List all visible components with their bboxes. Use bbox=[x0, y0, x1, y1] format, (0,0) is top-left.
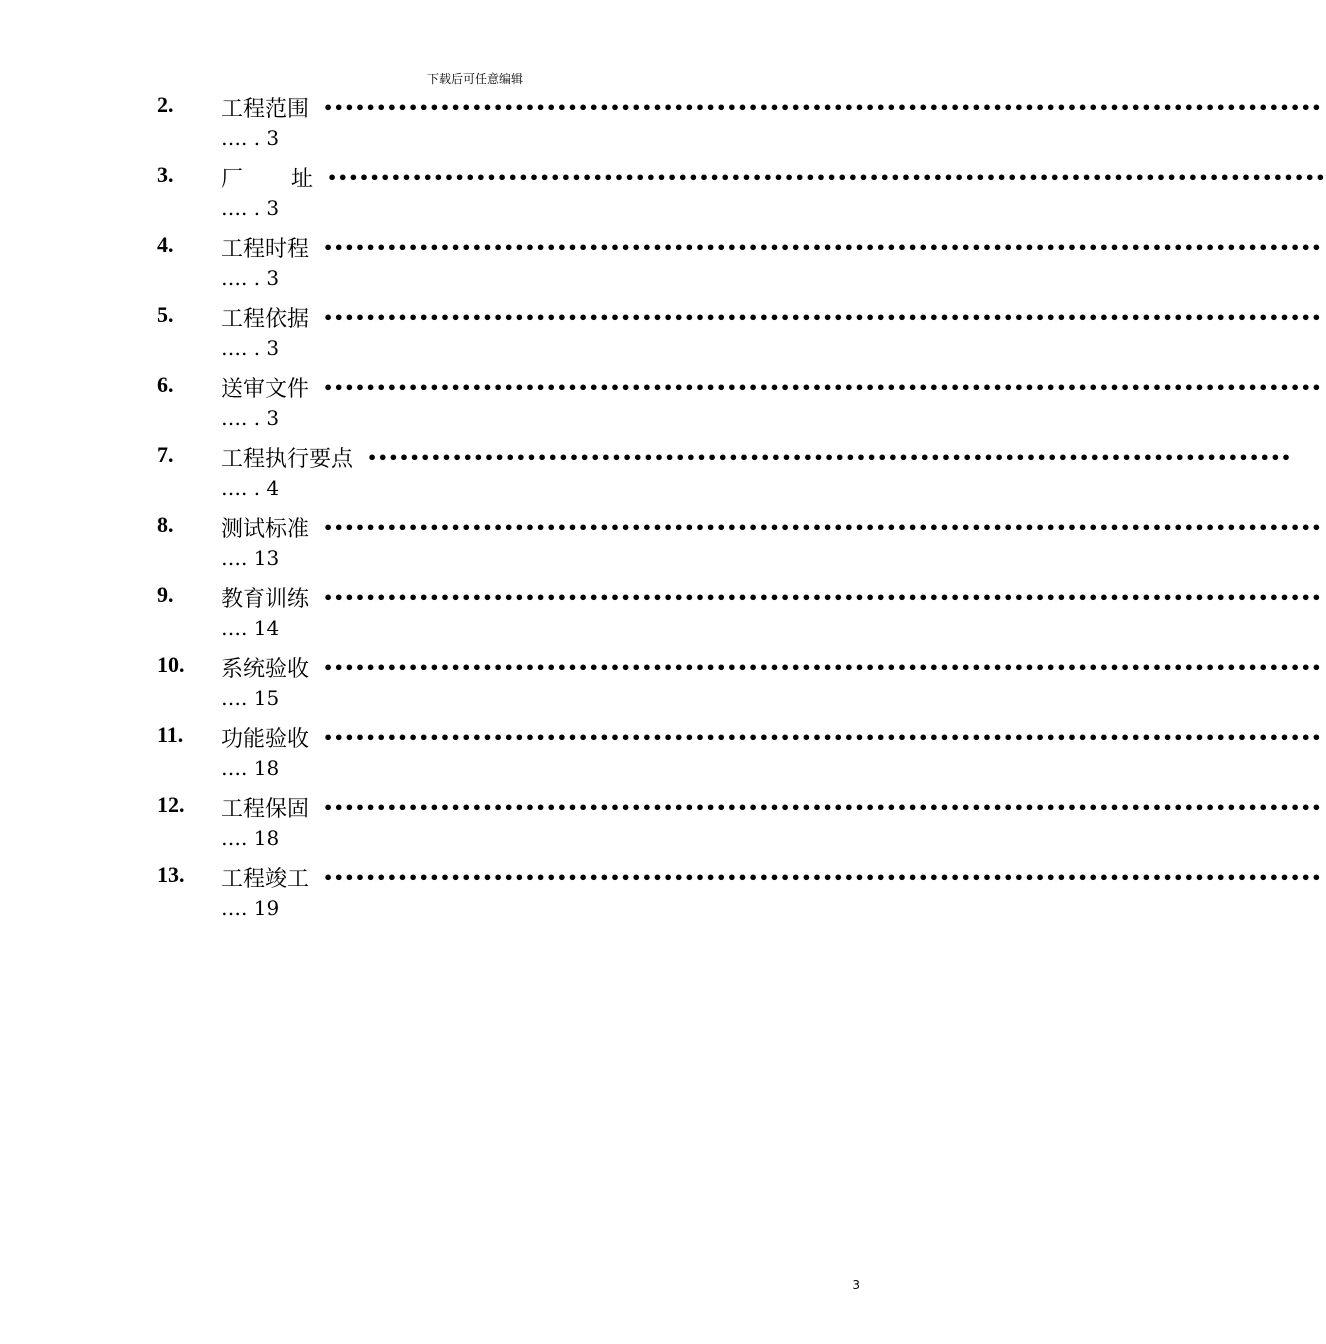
toc-dot-leader: •••••••••••••••••••••••••••••••••••••••••••••••••••••••••••••••••••••••••••••••••••••••••••••• bbox=[323, 658, 1322, 677]
toc-entry-number: 9. bbox=[157, 582, 174, 607]
toc-entry[interactable] bbox=[0, 578, 1322, 648]
toc-dot-leader: •••••••••••••••••••••••••••••••••••••••••••••••••••••••••••••••••••••••••••••••••••••••••••••• bbox=[323, 98, 1322, 117]
toc-dot-leader: •••••••••••••••••••••••••••••••••••••••••••••••••••••••••••••••••••••••••••••••••••••••••••••• bbox=[323, 588, 1322, 607]
toc-entry[interactable] bbox=[0, 648, 1322, 718]
toc-entry[interactable] bbox=[0, 88, 1322, 158]
toc-entry-page-ref: …. . 4 bbox=[221, 476, 280, 500]
toc-dot-leader: •••••••••••••••••••••••••••••••••••••••••••••••••••••••••••••••••••••••••••••••••••••••••••••• bbox=[323, 728, 1322, 747]
toc-entry-number: 10. bbox=[157, 652, 185, 677]
toc-dot-leader: •••••••••••••••••••••••••••••••••••••••••••••••••••••••••••••••••••••••••••••••••••••••••••••• bbox=[323, 308, 1322, 327]
toc-entry[interactable] bbox=[0, 718, 1322, 788]
toc-entry-title: 工程执行要点 bbox=[221, 447, 354, 472]
toc-dot-leader: ••••••••••••••••••••••••••••••••••••••••••••••••••••••••••••••••••••••••••••••••••••••• bbox=[367, 448, 1292, 467]
toc-entry-title: 教育训练 bbox=[221, 587, 310, 612]
toc-dot-leader: •••••••••••••••••••••••••••••••••••••••••••••••••••••••••••••••••••••••••••••••••••••••••••••• bbox=[323, 798, 1322, 817]
toc-entry[interactable] bbox=[0, 298, 1322, 368]
toc-entry-number: 4. bbox=[157, 232, 174, 257]
toc-entry-title: 系统验收 bbox=[221, 657, 310, 682]
toc-entry-page-ref: …. . 3 bbox=[221, 336, 280, 360]
toc-entry-number: 7. bbox=[157, 442, 174, 467]
toc-entry-title: 功能验收 bbox=[221, 727, 310, 752]
toc-entry[interactable] bbox=[0, 438, 1292, 508]
toc-entry-title: 送审文件 bbox=[221, 377, 310, 402]
toc-entry-number: 13. bbox=[157, 862, 185, 887]
table-of-contents bbox=[0, 88, 1326, 928]
toc-entry-number: 8. bbox=[157, 512, 174, 537]
page-number: 3 bbox=[852, 1278, 860, 1292]
toc-entry-title: 工程竣工 bbox=[221, 867, 310, 892]
toc-entry[interactable] bbox=[0, 228, 1322, 298]
toc-entry-page-ref: …. . 3 bbox=[221, 406, 280, 430]
toc-entry-number: 12. bbox=[157, 792, 185, 817]
toc-entry-page-ref: …. 15 bbox=[221, 686, 280, 710]
toc-entry[interactable] bbox=[0, 158, 1326, 228]
toc-entry-page-ref: …. 19 bbox=[221, 896, 280, 920]
toc-entry-number: 2. bbox=[157, 92, 174, 117]
toc-entry-number: 5. bbox=[157, 302, 174, 327]
toc-entry-title: 工程范围 bbox=[221, 97, 310, 122]
toc-entry-title: 工程依据 bbox=[221, 307, 310, 332]
toc-entry-page-ref: …. . 3 bbox=[221, 266, 280, 290]
toc-entry[interactable] bbox=[0, 508, 1322, 578]
toc-entry-page-ref: …. . 3 bbox=[221, 196, 280, 220]
toc-entry[interactable] bbox=[0, 788, 1322, 858]
toc-entry-page-ref: …. 18 bbox=[221, 826, 280, 850]
toc-entry-title: 工程时程 bbox=[221, 237, 310, 262]
toc-entry-number: 3. bbox=[157, 162, 174, 187]
toc-dot-leader: •••••••••••••••••••••••••••••••••••••••••••••••••••••••••••••••••••••••••••••••••••••••••••••• bbox=[323, 868, 1322, 887]
toc-dot-leader: •••••••••••••••••••••••••••••••••••••••••••••••••••••••••••••••••••••••••••••••••••••••••••••• bbox=[323, 238, 1322, 257]
toc-entry-number: 11. bbox=[157, 722, 184, 747]
toc-entry-title: 测试标准 bbox=[221, 517, 310, 542]
toc-entry[interactable] bbox=[0, 368, 1322, 438]
toc-entry-page-ref: …. 13 bbox=[221, 546, 280, 570]
toc-entry-page-ref: …. 14 bbox=[221, 616, 280, 640]
toc-dot-leader: •••••••••••••••••••••••••••••••••••••••••••••••••••••••••••••••••••••••••••••••••••••••••••••• bbox=[323, 518, 1322, 537]
toc-entry-page-ref: …. . 3 bbox=[221, 126, 280, 150]
toc-entry-number: 6. bbox=[157, 372, 174, 397]
toc-entry-page-ref: …. 18 bbox=[221, 756, 280, 780]
toc-entry-title: 厂 址 bbox=[221, 167, 313, 192]
page-header: 下载后可任意编辑 bbox=[426, 72, 523, 86]
toc-dot-leader: •••••••••••••••••••••••••••••••••••••••••••••••••••••••••••••••••••••••••••••••••••••••••••••• bbox=[327, 168, 1326, 187]
toc-entry[interactable] bbox=[0, 858, 1322, 928]
toc-dot-leader: •••••••••••••••••••••••••••••••••••••••••••••••••••••••••••••••••••••••••••••••••••••••••••••• bbox=[323, 378, 1322, 397]
toc-entry-title: 工程保固 bbox=[221, 797, 310, 822]
